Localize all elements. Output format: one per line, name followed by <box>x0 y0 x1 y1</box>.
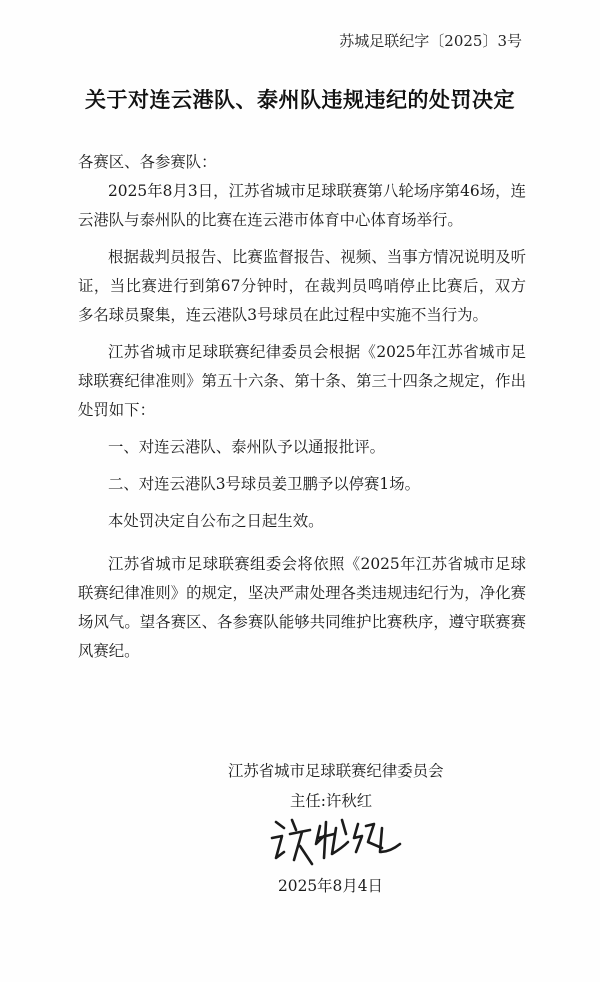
document-title: 关于对连云港队、泰州队违规违纪的处罚决定 <box>85 87 515 112</box>
document-number: 苏城足联纪字〔2025〕3号 <box>339 32 522 50</box>
salutation: 各赛区、各参赛队： <box>78 153 217 171</box>
penalty-item-1: 一、对连云港队、泰州队予以通报批评。 <box>108 438 386 456</box>
document-body <box>78 148 526 666</box>
signing-date: 2025年8月4日 <box>278 877 383 895</box>
signing-organization: 江苏省城市足球联赛纪律委员会 <box>228 762 444 780</box>
paragraph-event: 2025年8月3日，江苏省城市足球联赛第八轮场序第46场，连云港队与泰州队的比赛在连云港市体育中心体育场举行。 <box>78 182 526 229</box>
paragraph-findings: 根据裁判员报告、比赛监督报告、视频、当事方情况说明及听证，当比赛进行到第67分钟时，在裁判员鸣哨停止比赛后，双方多名球员聚集，连云港队3号球员在此过程中实施不当行为。 <box>78 248 526 324</box>
signing-director: 主任:许秋红 <box>290 792 373 810</box>
penalty-item-2: 二、对连云港队3号球员姜卫鹏予以停赛1场。 <box>108 475 421 493</box>
paragraph-basis: 江苏省城市足球联赛纪律委员会根据《2025年江苏省城市足球联赛纪律准则》第五十六条、第十条、第三十四条之规定，作出处罚如下： <box>78 343 526 419</box>
paragraph-effective: 本处罚决定自公布之日起生效。 <box>108 512 324 530</box>
paragraph-closing: 江苏省城市足球联赛组委会将依照《2025年江苏省城市足球联赛纪律准则》的规定，坚决严肃处理各类违规违纪行为，净化赛场风气。望各赛区、各参赛队能够共同维护比赛秩序，遵守联赛赛风赛纪。 <box>78 555 526 660</box>
handwritten-signature <box>262 808 412 878</box>
